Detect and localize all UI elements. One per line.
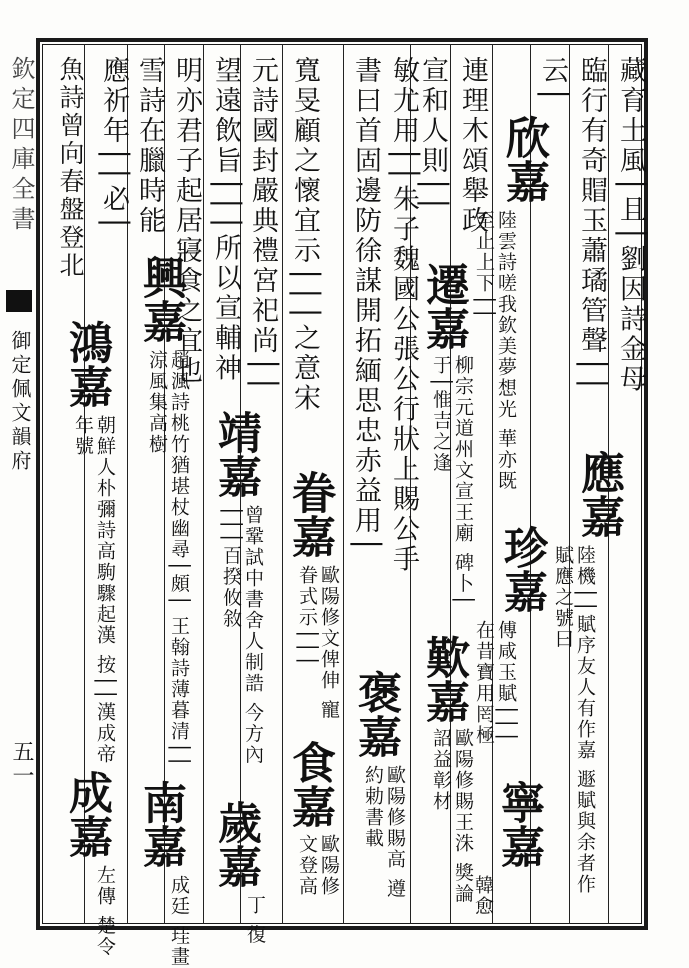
annotation-note: 曾鞏試中書舍人制誥 今方內│││百揆攸敘 xyxy=(220,505,264,766)
annotation-note: 柳宗元道州文宣王廟 碑卜│于│惟吉之逢 xyxy=(430,355,474,608)
headword: 歲嘉 xyxy=(210,800,261,888)
annotation-note: 丁 復 xyxy=(244,895,266,946)
fish-tail-mark xyxy=(6,290,32,312)
headword: 歎嘉 xyxy=(418,635,469,723)
headword: 應嘉 xyxy=(573,450,624,538)
headword: 鴻嘉 xyxy=(61,320,112,408)
text-column: 望遠飲旨│││所以宣輔神 xyxy=(210,56,241,384)
text-column: 連理木頌舉政 xyxy=(457,56,488,236)
text-column: 雪詩在臘時能 xyxy=(134,56,165,236)
headword: 寧嘉 xyxy=(493,780,544,868)
text-column: 元詩國封嚴典禮宮祀尚││ xyxy=(247,56,278,395)
text-column: 魚詩曾向春盤登北 xyxy=(56,56,85,280)
page-number: 五一 xyxy=(9,740,34,788)
headword: 食嘉 xyxy=(284,740,335,828)
text-column: 寬旻顧之懷宜示│││之意宋 xyxy=(289,56,320,414)
annotation-note: 傅咸玉賦│││ 在昔寶用罔極 xyxy=(473,620,517,746)
text-column: 臨行有奇賵玉蕭璚管聲││ xyxy=(576,56,607,395)
margin-title: 欽定四庫全書 xyxy=(7,56,35,236)
book-title: 御定佩文韻府 xyxy=(8,330,32,474)
headword: 珍嘉 xyxy=(496,525,547,613)
headword: 靖嘉 xyxy=(210,410,261,498)
column-rule xyxy=(282,44,283,924)
annotation-note: 歐陽修賜高 遵約勅書載 xyxy=(362,765,406,900)
annotation-note: 歐陽修 文登高 xyxy=(296,834,340,897)
text-column: 書曰首固邊防徐謀開拓緬思忠赤益用│ xyxy=(350,56,381,556)
headword: 成嘉 xyxy=(61,770,112,858)
headword: 南嘉 xyxy=(135,780,186,868)
column-rule xyxy=(343,44,344,924)
text-column: 藏育土風│且│劉因詩金母 xyxy=(615,56,646,395)
annotation-note: 成廷 珪畫 xyxy=(168,875,190,968)
headword: 欣嘉 xyxy=(498,115,549,203)
text-column: 應祈年││必│ xyxy=(98,56,129,234)
headword: 遷嘉 xyxy=(418,262,469,350)
headword: 褒嘉 xyxy=(350,670,401,758)
annotation-note: 陸機││賦序友人有作嘉 遯賦與余者作賦應之號曰 xyxy=(552,545,596,895)
headword: 興嘉 xyxy=(135,255,186,343)
annotation-note: 歐陽修文俾伸 寵眷式示│││ xyxy=(296,565,340,721)
annotation-note: 左傳 楚令 xyxy=(94,865,116,958)
text-column: 敏尤用││朱子魏國公張公行狀上賜公手 xyxy=(388,56,419,575)
text-column: 明亦君子起居寢食之宜也 xyxy=(171,56,202,386)
annotation-note: 陸雲詩嗟我欽美夢想光 華亦既至止上下││ xyxy=(473,210,517,492)
text-column: 云│ xyxy=(537,56,568,106)
annotation-note: 朝鮮人朴彌詩高駒驟起漢 按││漢成帝年號 xyxy=(72,415,116,765)
headword: 眷嘉 xyxy=(284,470,335,558)
annotation-note: 趙渢詩桃竹猶堪杖幽尋│頗│ 王翰詩薄暮清││涼風集高樹 xyxy=(146,350,190,769)
annotation-note: 韓愈 xyxy=(472,875,494,917)
annotation-note: 歐陽修賜王洙 獎論詔益彰材 xyxy=(430,728,474,905)
text-column: 宣和人則││ xyxy=(417,56,448,215)
